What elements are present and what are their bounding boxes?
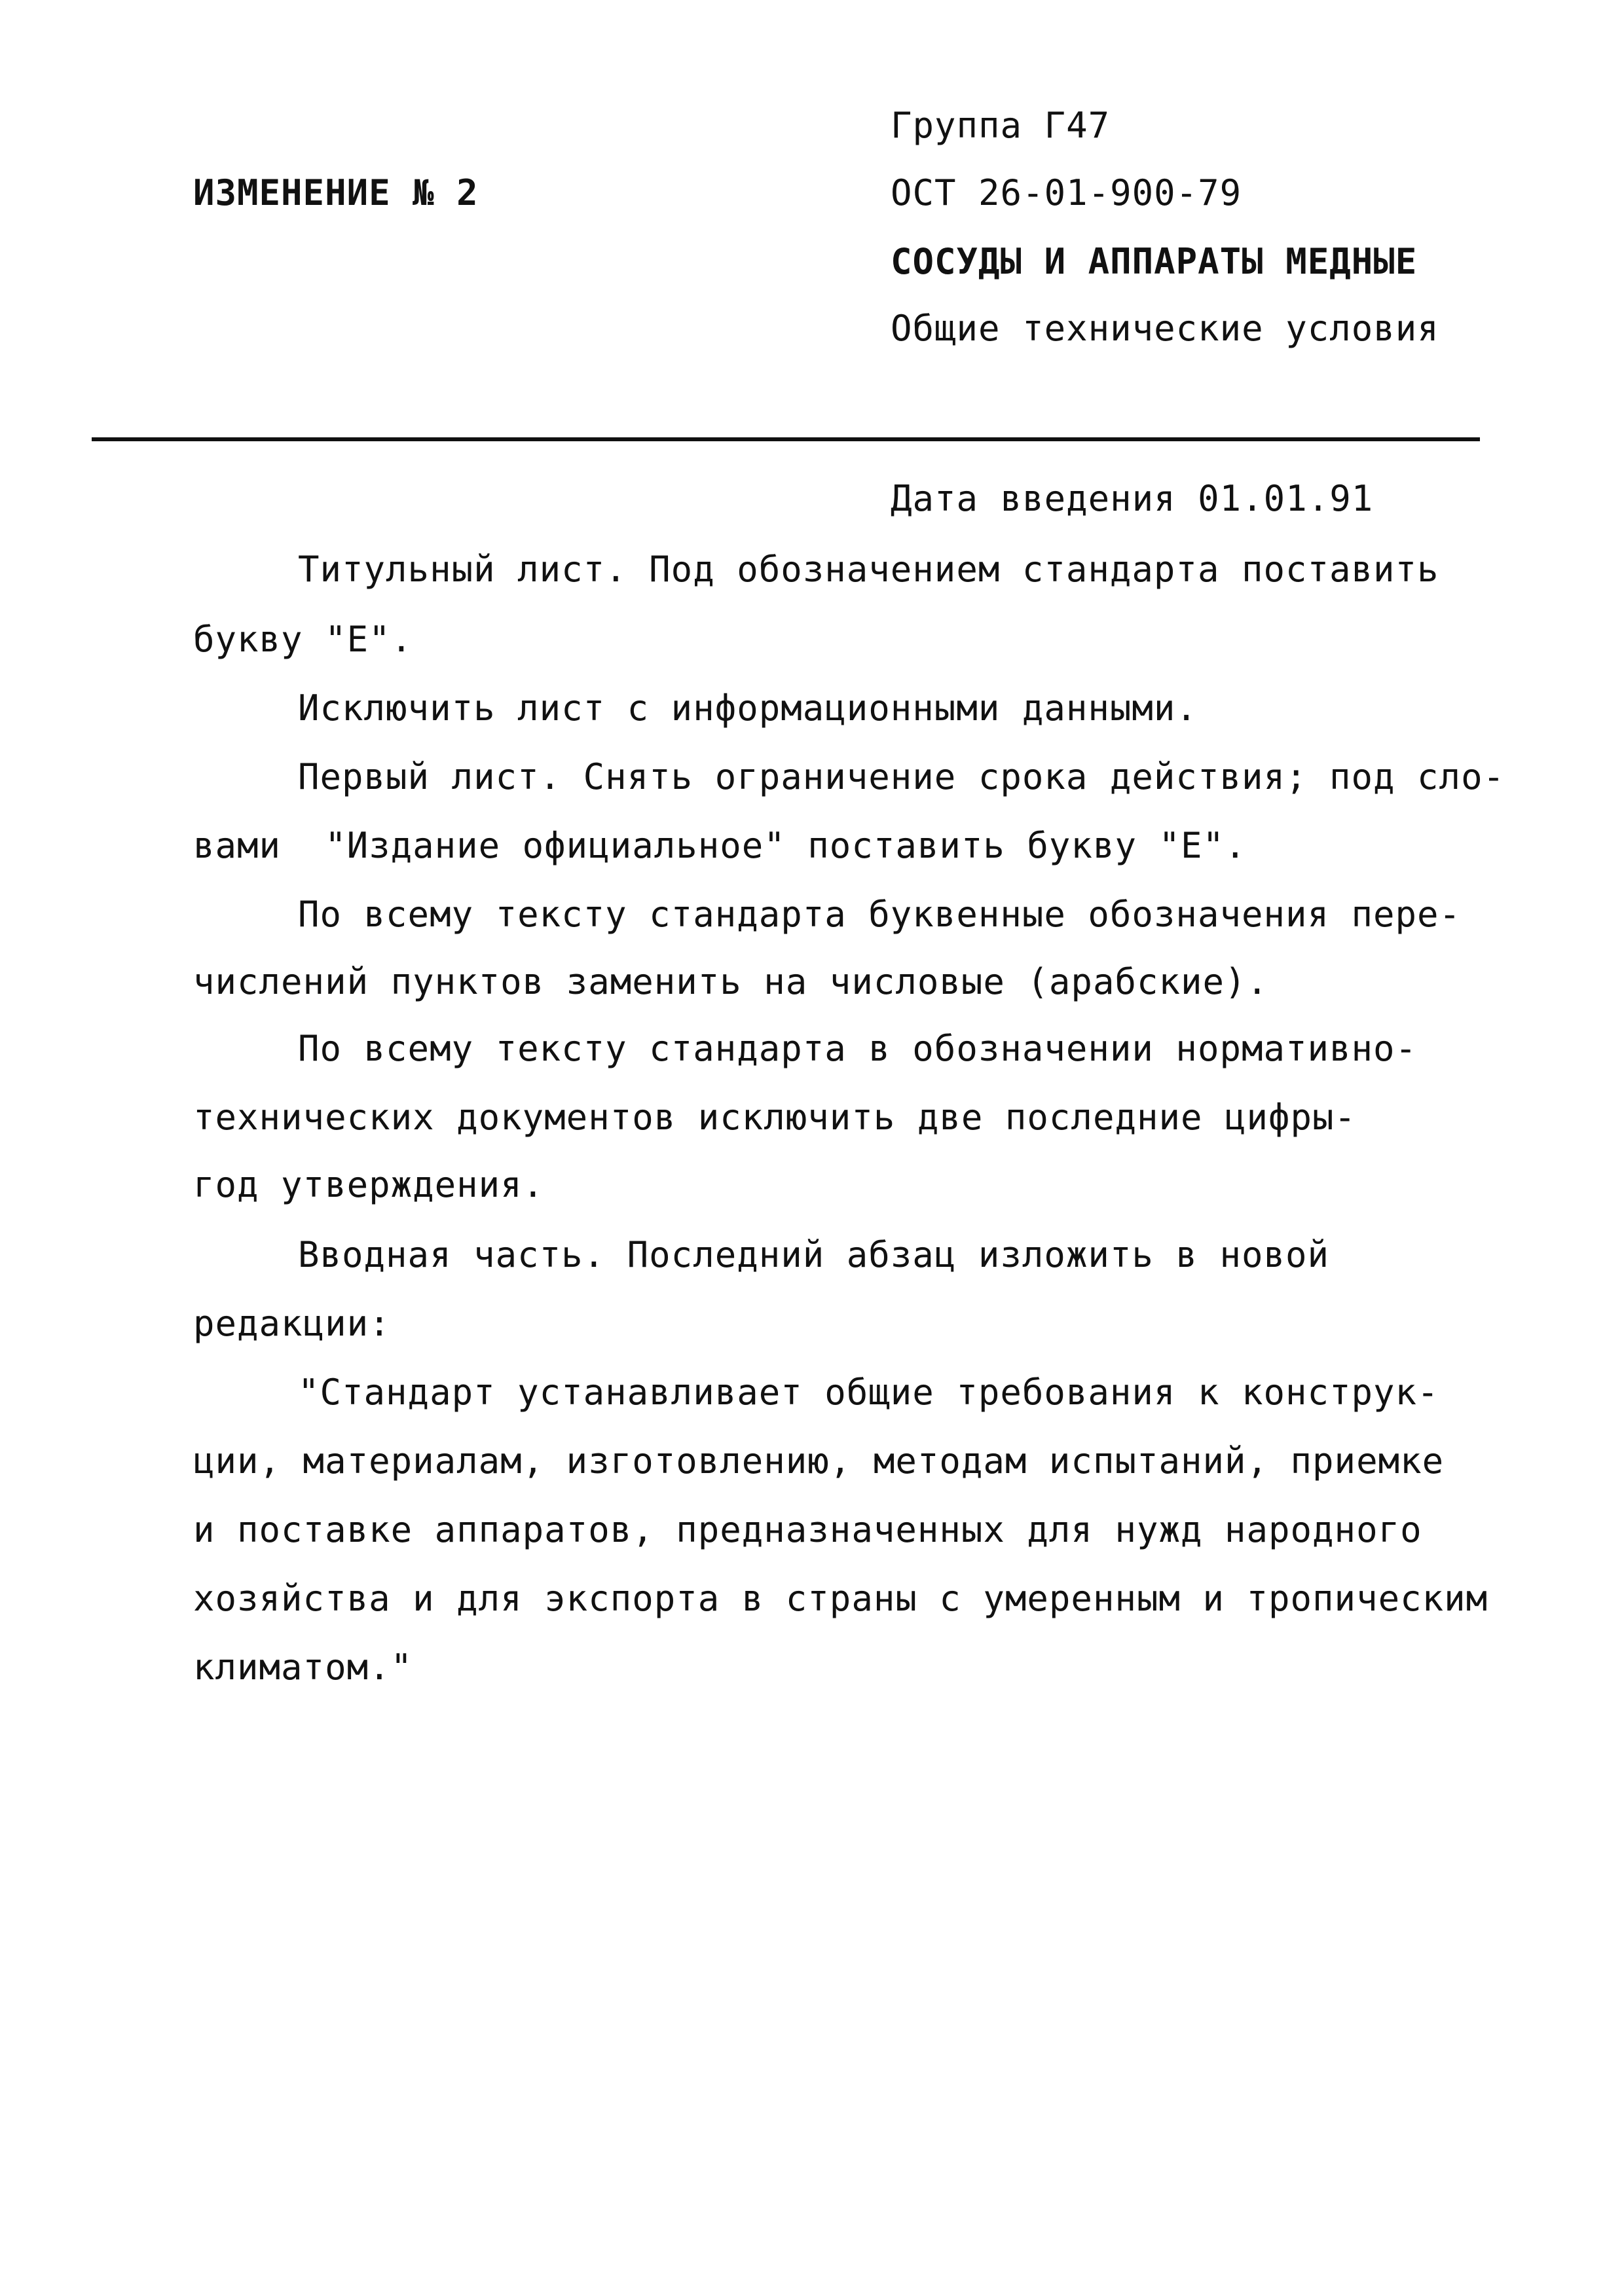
body-line: Первый лист. Снять ограничение срока действия; под сло- [298, 756, 1505, 797]
body-line: По всему тексту стандарта буквенные обозначения пере- [298, 894, 1462, 935]
body-line: и поставке аппаратов, предназначенных для нужд народного [193, 1509, 1422, 1550]
standard-subtitle: Общие технические условия [891, 308, 1439, 349]
body-line: редакции: [193, 1303, 391, 1344]
body-line: год утверждения. [193, 1164, 545, 1205]
standard-number: ОСТ 26-01-900-79 [891, 172, 1242, 213]
group-code: Группа Г47 [891, 105, 1111, 146]
body-line: климатом." [193, 1647, 413, 1688]
body-line: "Стандарт устанавливает общие требования к конструк- [298, 1372, 1439, 1413]
body-line: числений пунктов заменить на числовые (арабские). [193, 961, 1269, 1002]
body-line: ции, материалам, изготовлению, методам испытаний, приемке [193, 1440, 1445, 1482]
header-divider [92, 437, 1480, 441]
standard-title: СОСУДЫ И АППАРАТЫ МЕДНЫЕ [891, 241, 1418, 282]
body-line: По всему тексту стандарта в обозначении нормативно- [298, 1028, 1418, 1069]
change-label: ИЗМЕНЕНИЕ № 2 [193, 172, 479, 213]
body-line: Титульный лист. Под обозначением стандарта поставить [298, 549, 1439, 590]
intro-date: Дата введения 01.01.91 [891, 478, 1374, 519]
body-line: Исключить лист с информационными данными. [298, 687, 1198, 729]
body-line: Вводная часть. Последний абзац изложить в новой [298, 1234, 1330, 1275]
body-line: вами "Издание официальное" поставить букву "Е". [193, 825, 1247, 866]
body-line: букву "Е". [193, 619, 413, 660]
body-line: хозяйства и для экспорта в страны с умеренным и тропическим [193, 1578, 1488, 1619]
body-line: технических документов исключить две последние цифры- [193, 1097, 1357, 1138]
